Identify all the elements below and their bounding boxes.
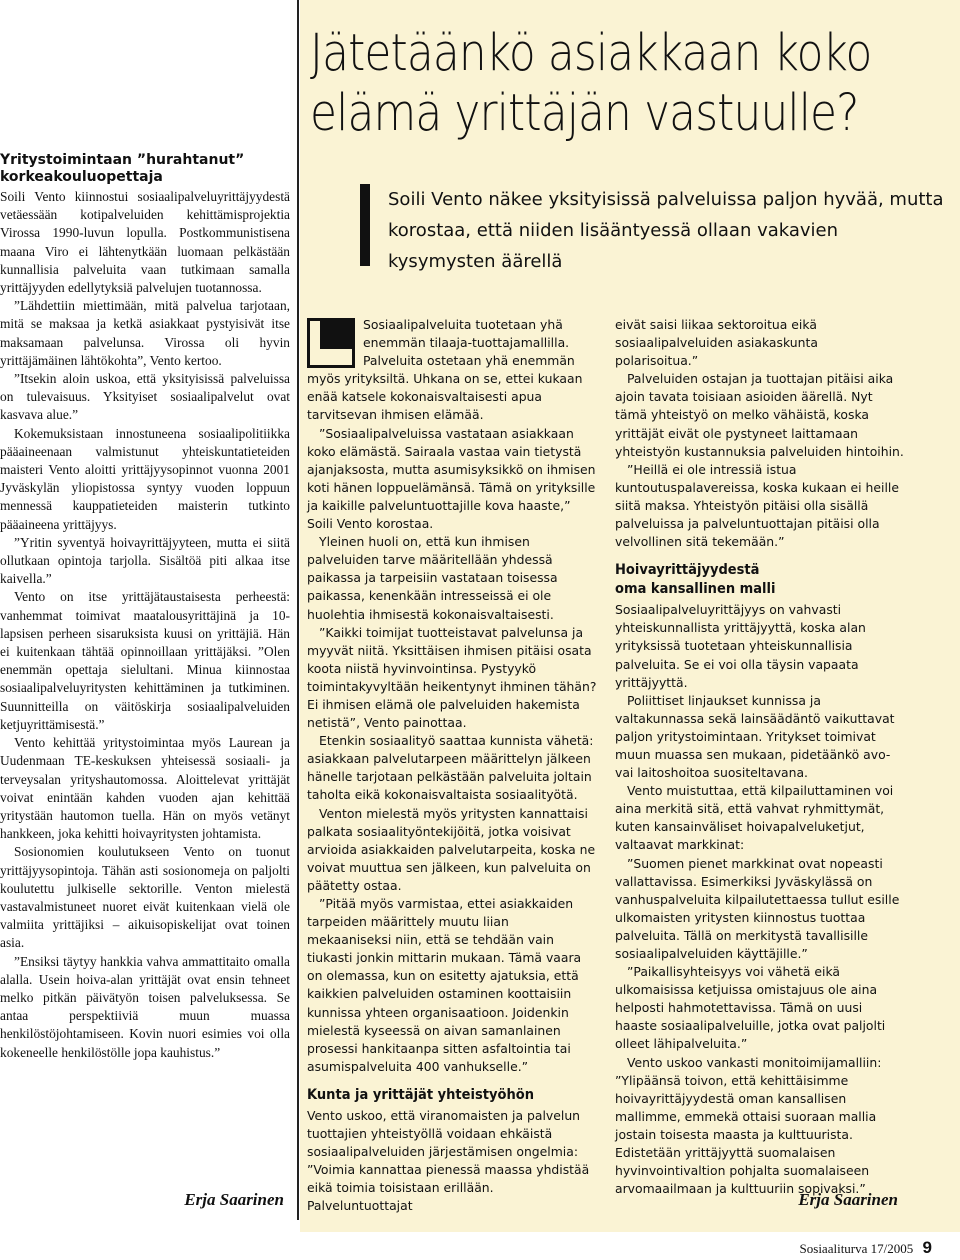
sidebar-paragraph: Kokemuksistaan innostuneena sosiaalipolitiikka pääaineenaan valmistunut yhteiskuntatieteiden maisteri Vento aloitti yrittäjyysopinnot vuonna 2001 Jyväskylän yliopistossa syntyy vuoden loppuun mennessä kauppatieteiden maisterin tutkinto pääaineena yrittäjyys.: [0, 425, 290, 532]
article-paragraph: Sosiaalipalveluita tuotetaan yhä enemmän tilaaja-tuottajamallilla. Palveluita ostetaan yhä enemmän myös yrityksiltä. Uhkana on se, ettei kukaan enää katsele kokonaisvaltaisesti apua tarvitsevan ihmisen elämää.: [307, 317, 583, 423]
article-paragraph: ”Sosiaalipalveluissa vastataan asiakkaan koko elämästä. Sairaala vastaa vain tietystä ajanjaksosta, mutta asumisyksikkö on ihmisen koti hänen loppuelämänsä. Tämä on yrityksille ja kaikille palveluntuottajille kova haaste,” Soili Vento korostaa.: [307, 425, 596, 532]
sidebar-paragraph: ”Ensiksi täytyy hankkia vahva ammattitaito omalla alalla. Usein hoiva-alan yrittäjät ovat ensin tehneet melko pitkän päivätyön toisen palveluksessa. Se antaa perspektiiviä muun muassa henkilöstöjohtamiseen. Kovin nuori esimies voi olla kokeneelle henkilöstölle jopa kauhistus.”: [0, 953, 290, 1060]
article-paragraph: Palveluiden ostajan ja tuottajan pitäisi aika ajoin tavata toisiaan asioiden äärellä. Nyt tämä yhteistyö on melko vähäistä, koska yrittäjät eivät ole pystyneet laittamaan yhteistyön kustannuksia palveluiden hintoihin.: [615, 371, 904, 459]
article-title: [310, 24, 872, 144]
sidebar-body: [0, 188, 290, 1062]
sidebar-paragraph: ”Itsekin aloin uskoa, että yksityisissä palveluissa on tulevaisuus. Yksityiset sosiaalipalvelut ovat kasvava alue.”: [0, 371, 290, 423]
article-paragraph: Vento muistuttaa, että kilpailuttaminen voi aina merkitä sitä, että vahvat ryhmittymät, kuten kansainväliset hoivapalveluketjut, valtaavat markkinat:: [615, 783, 894, 853]
drop-box-icon: [307, 318, 355, 368]
article-paragraph: Yleinen huoli on, että kun ihmisen palveluiden tarve määritellään yhdessä paikassa ja tarpeisiin vastataan toisessa paikassa, kenenkään intresseissä ei ole huolehtia ihmisestä kokonaisvaltaisesti.: [307, 534, 558, 622]
article-paragraph: eivät saisi liikaa sektoroitua eikä sosiaalipalveluiden asiakaskunta polarisoitua.”: [615, 317, 818, 369]
sidebar-paragraph: ”Yritin syventyä hoivayrittäjyyteen, mutta ei siitä ollutkaan opintoja tarjolla. Sisältöä piti alkaa itse kaivella.”: [0, 534, 290, 587]
article-paragraph: Vento uskoo, että viranomaisten ja palvelun tuottajien yhteistyöllä voidaan ehkäistä sosiaalipalveluiden järjestämisen ongelmia: ”Voimia kannattaa pienessä maassa yhdistää eikä toimia toisistaan erillään. Palveluntuottajat: [307, 1107, 590, 1214]
article-paragraph: Poliittiset linjaukset kunnissa ja valtakunnassa sekä lainsäädäntö vaikuttavat paljon yritystoimintaan. Yritykset toimivat muun muassa sen mukaan, pidetäänkö avo- vai laitoshoitoa suositeltavana.: [615, 692, 895, 781]
article-paragraph: Venton mielestä myös yritysten kannattaisi palkata sosiaalityöntekijöitä, jotka voisivat arvioida asiakkaiden palvelutarpeita, koska ne voivat muuttua sen jälkeen, kun palveluita on päätetty ostaa.: [307, 805, 596, 893]
article-panel: [300, 0, 960, 1232]
sidebar-paragraph: ”Lähdettiin miettimään, mitä palvelua tarjotaan, mitä se maksaa ja ketkä asiakkaat pystyisivät itse maksamaan palvelunsa. Virossa oli hyvin yrittäjämäinen lähtökohta”, Vento kertoo.: [0, 298, 290, 368]
column-divider: [297, 0, 299, 1220]
sidebar-paragraph: Sosionomien koulutukseen Vento on tuonut yrittäjyysopintoja. Tähän asti sosionomeja on paljolti koulutettu julkiselle sektorille. Venton mielestä vastavalmistuneet nuoret eivät kuitenkaan vielä ole valmiita yrittäjiksi – aikuisopiskelijat ovat toinen asia.: [0, 844, 290, 951]
sidebar-heading: Yritystoimintaan ”hurahtanut” korkeakouluopettaja: [0, 152, 245, 185]
sidebar-paragraph: Vento on itse yrittäjätaustaisesta perheestä: vanhemmat toimivat maatalousyrittäjinä ja 10-lapsisen perheen sisaruksista kuusi on yrittäjiä. Hän ei kuitenkaan tähtää opinnoillaan yrittäjäksi. ”Olen enemmän opettaja sielultani. Minua kiinnostaa sosiaalipalveluyritysten kehittäminen ja tutkiminen. Suunnitteilla on väitöskirja sosiaalipalveluiden ketjuyrittämisestä.”: [0, 589, 290, 732]
article-paragraph: ”Paikallisyhteisyys voi vähetä eikä ulkomaisissa ketjuissa omistajuus ole aina helposti hahmotettavissa. Tämä on uusi haaste sosiaalipalveluille, jotka ovat paljolti olleet lähipalveluita.”: [615, 964, 886, 1052]
page-number: 9: [922, 1238, 932, 1257]
subheading: Kunta ja yrittäjät yhteistyöhön: [307, 1086, 535, 1103]
article-paragraph: ”Suomen pienet markkinat ovat nopeasti vallattavissa. Esimerkiksi Jyväskylässä on vanhuspalveluita kilpailutettaessa tullut esille ulkomaisten yritysten kiinnostus tuottaa palveluita. Tällä on merkitystä tavallisille sosiaalipalveluiden käyttäjille.”: [615, 855, 900, 961]
sidebar-box: [0, 0, 292, 1260]
page-footer: [800, 1238, 932, 1258]
article-paragraph: Etenkin sosiaalityö saattaa kunnista vähetä: asiakkaan palvelutarpeen määrittelyn jälkeen hänelle tarjotaan pelkästään palveluita joltain taholta eikä kokonaisvaltaista sosiaalityötä.: [307, 733, 594, 803]
sidebar-paragraph: Vento kehittää yritystoimintaa myös Laurean ja Uudenmaan TE-keskuksen yhteisessä sosiaali- ja terveysalan yrityshautomossa. Aloittelevat yrittäjät voivat enintään kahden vuoden ajan kehittää yritystään hautomon tuella. Hän on myös vetänyt hankkeen, joka kehitti hoivayritysten johtamista.: [0, 735, 290, 842]
article-signature: Erja Saarinen: [798, 1190, 898, 1209]
article-paragraph: ”Kaikki toimijat tuotteistavat palvelunsa ja myyvät niitä. Yksittäisen ihmisen pitäisi osata koota niistä hyvinvointinsa. Pystyykö toimintakyvyltään heikentynyt ihminen tähän? Ei ihmisen elämä ole palveluiden hakemista netistä”, Vento painottaa.: [307, 624, 597, 731]
sidebar-paragraph: Soili Vento kiinnostui sosiaalipalveluyrittäjyydestä vetäessään kotipalveluiden kehittämisprojektia Virossa 1990-luvun lopulla. Postkommunistisena maana Viro ei lähtenytkään luomaan pelkästään kunnallisia palveluita vaan tutkimaan samalla yrittäjyyden edellytyksiä palvelujen tuotannossa.: [0, 189, 290, 296]
title-line-1: Jätetäänkö asiakkaan koko: [310, 24, 872, 83]
article-paragraph: ”Pitää myös varmistaa, ettei asiakkaiden tarpeiden määrittely muutu liian mekaaniseksi niin, että se tehdään vain tiukasti jonkin mittarin mukaan. Tämä vaara on olemassa, kun on esitetty ajatuksia, että kaikkien palveluiden ostaminen koottaisiin kunnissa yhteen organisaatioon. Joidenkin mielestä kyseessä on aivan samanlainen prosessi hankitaanpa sitten asfaltointia tai asumispalveluita 400 vanhukselle.”: [307, 896, 582, 1074]
lead-bar: [360, 184, 370, 266]
title-line-2: elämä yrittäjän vastuulle?: [310, 84, 859, 143]
sidebar-signature: Erja Saarinen: [184, 1190, 284, 1209]
article-paragraph: ”Heillä ei ole intressiä istua kuntoutuspalavereissa, koska kukaan ei heille siitä maksa. Yhteistyön pitäisi olla sisällä palveluissa ja palveluntuottajan pitäisi olla velvollinen sitä tekemään.”: [615, 461, 899, 550]
subheading: [615, 561, 876, 599]
article-paragraph: Vento uskoo vankasti monitoimijamalliin: ”Ylipäänsä toivon, että kehittäisimme hoivayrittäjyydestä oman kansallisen mallimme, emmekä ottaisi suoraan mallia jostain toisesta maasta ja kulttuurista. Edistetään yrittäjyyttä suomalaisen hyvinvointivaltion pohjalta suomalaiseen arvomaailmaan ja kulttuuriin sopivaksi.”: [615, 1054, 882, 1197]
article-paragraph: Sosiaalipalveluyrittäjyys on vahvasti yhteiskunnallista yrittäjyyttä, koska alan yrityksissä tuotetaan yhteiskunnallisia palveluita. Se ei voi olla täysin vapaata yrittäjyyttä.: [615, 602, 866, 690]
subheading-line-2: oma kansallinen malli: [615, 581, 776, 598]
article-column-2: [615, 316, 905, 1198]
article-lead: Soili Vento näkee yksityisissä palveluissa paljon hyvää, mutta korostaa, että niiden lisääntyessä ollaan vakavien kysymysten äärellä: [388, 189, 944, 272]
article-column-1: [307, 316, 597, 1216]
subheading-line-1: Hoivayrittäjyydestä: [615, 562, 760, 579]
magazine-name: Sosiaaliturva 17/2005: [799, 1241, 914, 1256]
